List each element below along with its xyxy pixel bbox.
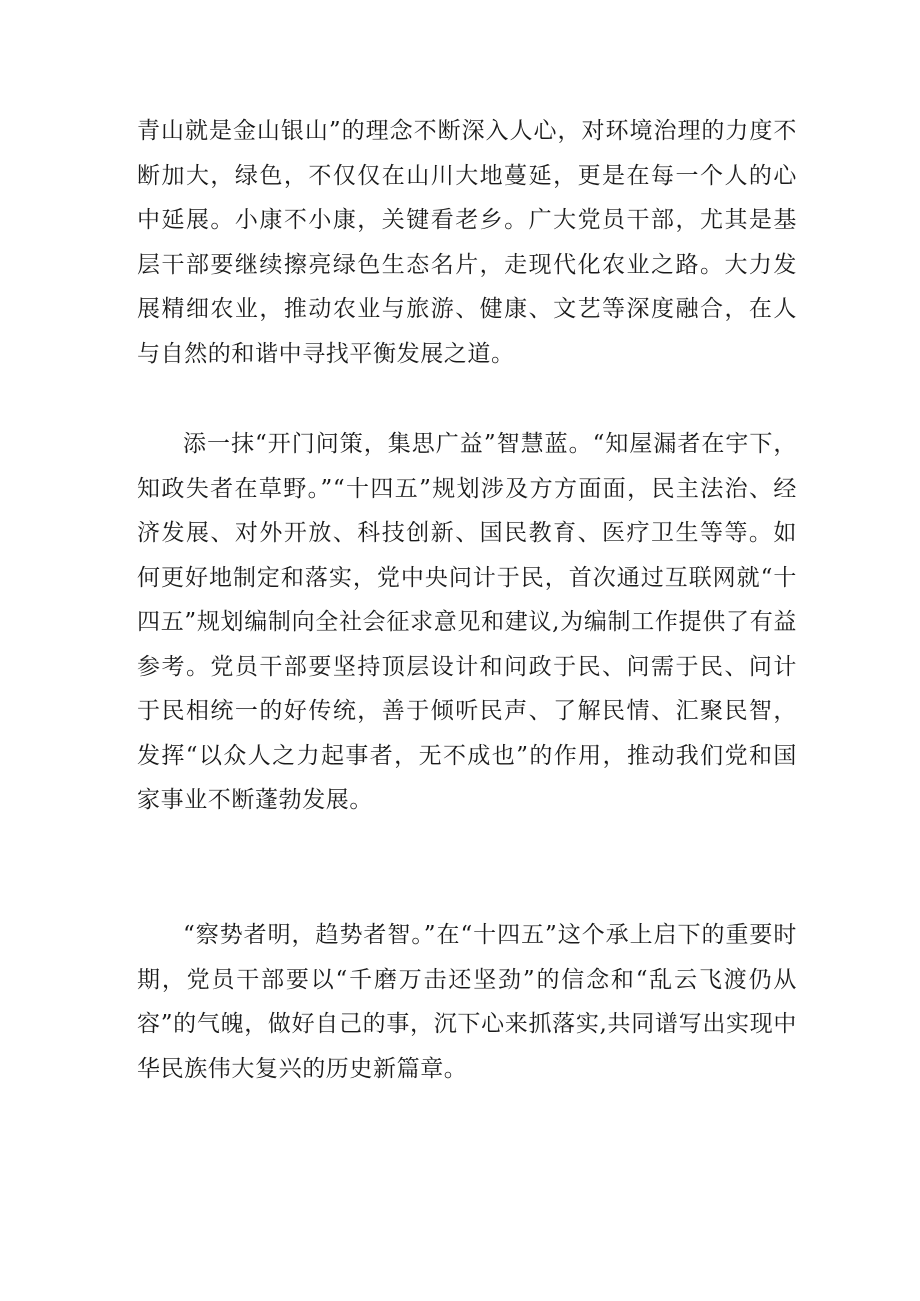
paragraph-green-ecology: 青山就是金山银山”的理念不断深入人心，对环境治理的力度不断加大，绿色，不仅仅在山川大地蔓延，更是在每一个人的心中延展。小康不小康，关键看老乡。广大党员干部，尤其是基层干部要继续擦亮绿色生态名片，走现代化农业之路。大力发展精细农业，推动农业与旅游、健康、文艺等深度融合，在人与自然的和谐中寻找平衡发展之道。 <box>137 118 797 367</box>
paragraph-wisdom-blue: 添一抹“开门问策，集思广益”智慧蓝。“知屋漏者在宇下，知政失者在草野。”“十四五”规划涉及方方面面，民主法治、经济发展、对外开放、科技创新、国民教育、医疗卫生等等。如何更好地制定和落实，党中央问计于民，首次通过互联网就“十四五”规划编制向全社会征求意见和建议,为编制工作提供了有益参考。党员干部要坚持顶层设计和问政于民、问需于民、问计于民相统一的好传统，善于倾听民声、了解民情、汇聚民智，发挥“以众人之力起事者，无不成也”的作用，推动我们党和国家事业不断蓬勃发展。 <box>137 431 797 813</box>
paragraph-conclusion: “察势者明，趋势者智。”在“十四五”这个承上启下的重要时期，党员干部要以“千磨万击还坚劲”的信念和“乱云飞渡仍从容”的气魄，做好自己的事，沉下心来抓落实,共同谱写出实现中华民族伟大复兴的历史新篇章。 <box>137 922 797 1082</box>
